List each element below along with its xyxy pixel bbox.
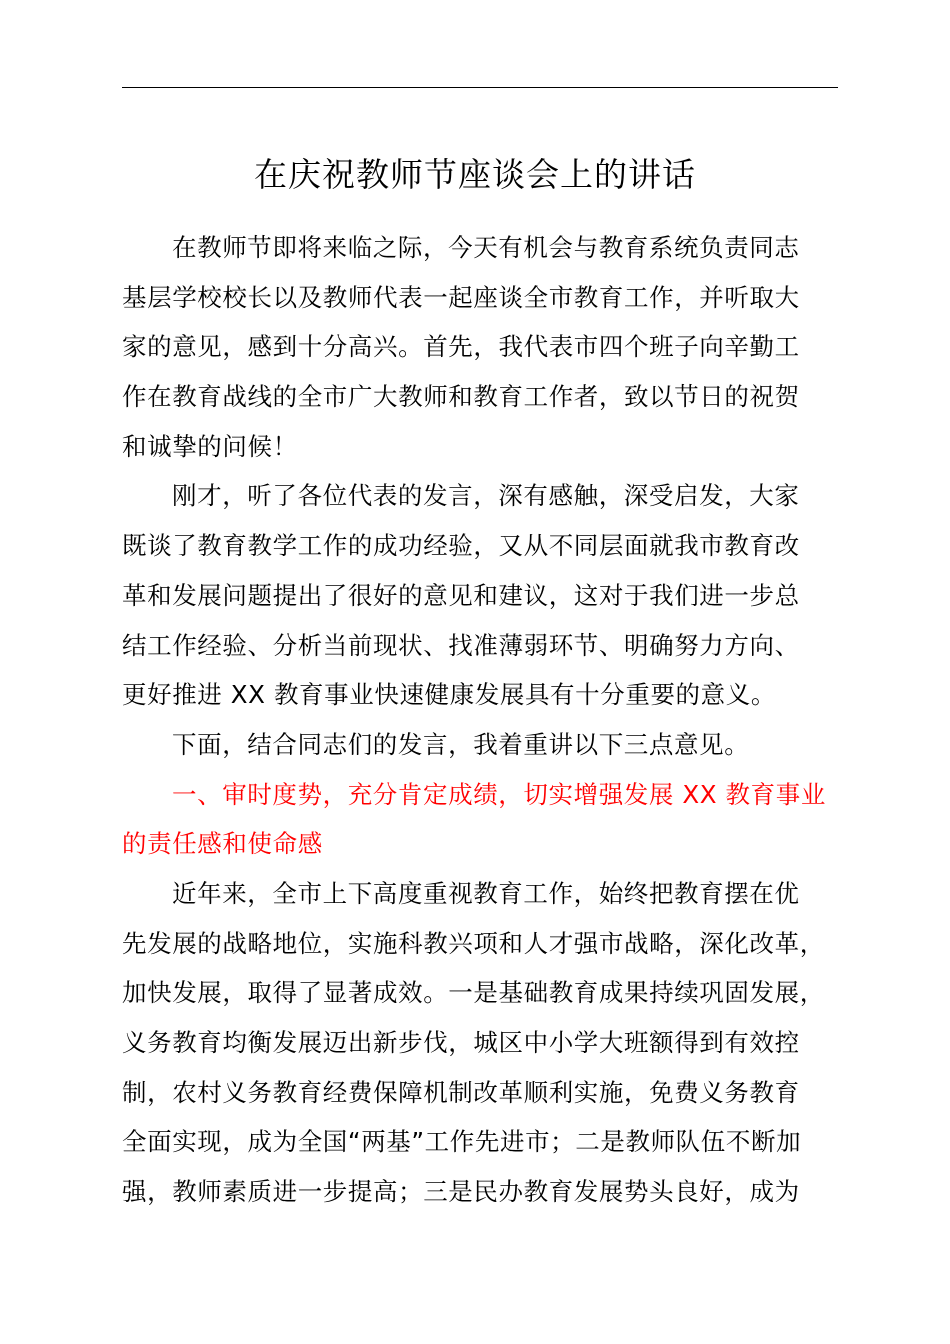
- paragraph-line: 既谈了教育教学工作的成功经验，又从不同层面就我市教育改: [122, 531, 800, 561]
- paragraph-line: 近年来，全市上下高度重视教育工作，始终把教育摆在优: [172, 878, 800, 908]
- paragraph-line: 结工作经验、分析当前现状、找准薄弱环节、明确努力方向、: [122, 630, 800, 660]
- paragraph-line: 全面实现，成为全国“两基”工作先进市；二是教师队伍不断加: [122, 1127, 802, 1157]
- paragraph-line: 刚才，听了各位代表的发言，深有感触，深受启发，大家: [172, 481, 800, 511]
- paragraph-line: 基层学校校长以及教师代表一起座谈全市教育工作，并听取大: [122, 282, 800, 312]
- paragraph-line: 和诚挚的问候！: [122, 431, 298, 461]
- page-title: 在庆祝教师节座谈会上的讲话: [254, 155, 696, 194]
- paragraph-line: 作在教育战线的全市广大教师和教育工作者，致以节日的祝贺: [122, 382, 800, 412]
- paragraph-line: 加快发展，取得了显著成效。一是基础教育成果持续巩固发展，: [122, 978, 825, 1008]
- document-body: [122, 223, 842, 1217]
- paragraph-line: 制，农村义务教育经费保障机制改革顺利实施，免费义务教育: [122, 1077, 800, 1107]
- section-heading-line: 一、审时度势，充分肯定成绩，切实增强发展 XX 教育事业: [172, 779, 826, 809]
- paragraph-line: 义务教育均衡发展迈出新步伐，城区中小学大班额得到有效控: [122, 1028, 800, 1057]
- paragraph-line: 强，教师素质进一步提高；三是民办教育发展势头良好，成为: [122, 1177, 800, 1207]
- paragraph-line: 先发展的战略地位，实施科教兴项和人才强市战略，深化改革，: [122, 928, 825, 958]
- header-rule: [122, 87, 838, 88]
- paragraph-line: 家的意见，感到十分高兴。首先，我代表市四个班子向辛勤工: [122, 332, 800, 362]
- section-heading-line: 的责任感和使命感: [122, 829, 323, 859]
- paragraph-line: 更好推进 XX 教育事业快速健康发展具有十分重要的意义。: [122, 680, 776, 710]
- paragraph-line: 革和发展问题提出了很好的意见和建议，这对于我们进一步总: [122, 580, 800, 610]
- paragraph-line: 在教师节即将来临之际，今天有机会与教育系统负责同志: [172, 233, 800, 262]
- paragraph-line: 下面，结合同志们的发言，我着重讲以下三点意见。: [172, 729, 750, 759]
